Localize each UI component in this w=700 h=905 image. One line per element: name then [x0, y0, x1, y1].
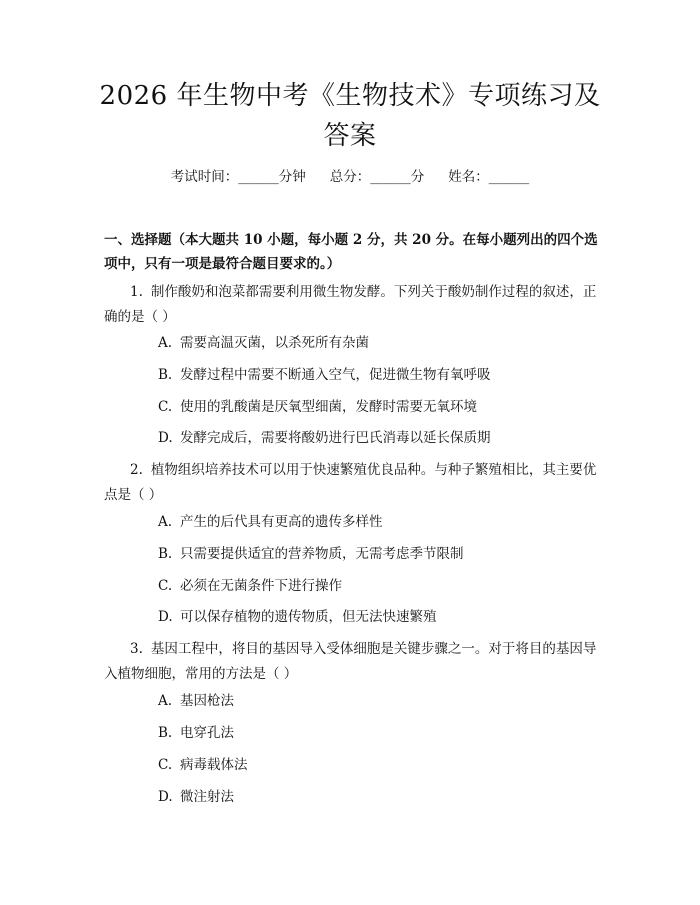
option-letter: B. [158, 546, 173, 562]
option-letter: B. [158, 725, 173, 741]
document-title: 2026 年生物中考《生物技术》专项练习及答案 [99, 81, 601, 151]
question-2-option-c [158, 575, 598, 597]
question-text: 制作酸奶和泡菜都需要利用微生物发酵。下列关于酸奶制作过程的叙述，正确的是（ ） [104, 284, 597, 325]
option-text: 可以保存植物的遗传物质，但无法快速繁殖 [180, 609, 437, 625]
option-text: 使用的乳酸菌是厌氧型细菌，发酵时需要无氧环境 [180, 399, 477, 415]
option-letter: B. [158, 367, 173, 383]
option-letter: D. [158, 789, 173, 805]
question-2-option-d [158, 606, 598, 628]
question-number: 1. [130, 284, 143, 300]
question-1-stem [104, 280, 604, 330]
question-3-option-c [158, 754, 598, 776]
option-letter: D. [158, 430, 173, 446]
question-1-option-d [158, 427, 598, 449]
question-1-option-c [158, 396, 598, 418]
option-text: 产生的后代具有更高的遗传多样性 [180, 514, 383, 530]
question-text: 植物组织培养技术可以用于快速繁殖优良品种。与种子繁殖相比，其主要优点是（ ） [104, 462, 597, 503]
question-1-option-b [158, 364, 598, 386]
option-text: 病毒载体法 [180, 757, 248, 773]
option-letter: C. [158, 757, 173, 773]
option-text: 微注射法 [180, 789, 234, 805]
question-number: 2. [130, 462, 143, 478]
option-letter: A. [158, 514, 173, 530]
option-text: 电穿孔法 [180, 725, 234, 741]
option-text: 需要高温灭菌，以杀死所有杂菌 [180, 335, 369, 351]
option-text: 发酵过程中需要不断通入空气，促进微生物有氧呼吸 [180, 367, 491, 383]
option-text: 发酵完成后，需要将酸奶进行巴氏消毒以延长保质期 [180, 430, 491, 446]
option-text: 只需要提供适宜的营养物质，无需考虑季节限制 [180, 546, 464, 562]
section-heading: 一、选择题（本大题共 10 小题，每小题 2 分，共 20 分。在每小题列出的四个选项中，只有一项是最符合题目要求的。） [104, 232, 598, 272]
question-3-option-a [158, 690, 598, 712]
question-2-option-b [158, 543, 598, 565]
total-score-field: 总分：______分 [329, 169, 425, 185]
option-letter: C. [158, 578, 173, 594]
question-2-stem [104, 458, 604, 508]
option-text: 必须在无菌条件下进行操作 [180, 578, 342, 594]
option-letter: C. [158, 399, 173, 415]
student-name-field: 姓名：______ [448, 169, 530, 185]
question-number: 3. [130, 641, 143, 657]
option-letter: D. [158, 609, 173, 625]
question-3-option-b [158, 722, 598, 744]
exam-info-line [0, 166, 700, 188]
option-text: 基因枪法 [180, 693, 234, 709]
question-3-stem [104, 637, 604, 687]
question-3-option-d [158, 786, 598, 808]
exam-time-field: 考试时间：______分钟 [170, 169, 306, 185]
question-2-option-a [158, 511, 598, 533]
question-text: 基因工程中，将目的基因导入受体细胞是关键步骤之一。对于将目的基因导入植物细胞，常用的方法是（ ） [104, 641, 597, 682]
option-letter: A. [158, 335, 173, 351]
question-1-option-a [158, 332, 598, 354]
option-letter: A. [158, 693, 173, 709]
